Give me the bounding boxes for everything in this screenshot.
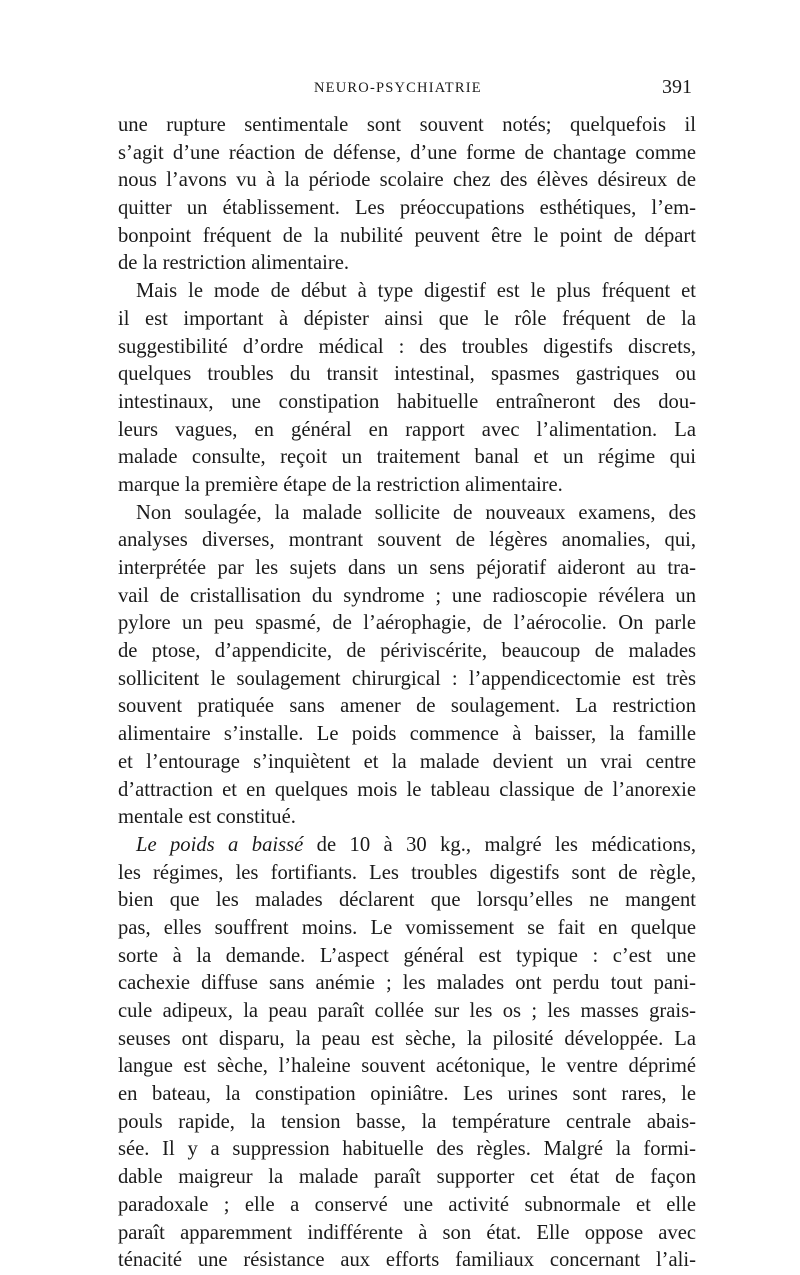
text-line: pouls rapide, la tension basse, la température centrale abais- (118, 1110, 696, 1133)
text-line: pas, elles souffrent moins. Le vomissement se fait en quelque (118, 916, 696, 939)
text-line: paradoxale ; elle a conservé une activité subnormale et elle (118, 1193, 696, 1216)
text-line: cachexie diffuse sans anémie ; les malades ont perdu tout pani- (118, 972, 696, 995)
text-line: quelques troubles du transit intestinal, spasmes gastriques ou (118, 363, 696, 386)
text-line: s’agit d’une réaction de défense, d’une forme de chantage comme (118, 141, 696, 164)
italic-lead: Le poids a baissé (136, 833, 304, 856)
text-line: il est important à dépister ainsi que le rôle fréquent de la (118, 307, 696, 330)
text-line: Mais le mode de début à type digestif est le plus fréquent et (136, 280, 696, 303)
text-line: vail de cristallisation du syndrome ; une radioscopie révélera un (118, 584, 696, 607)
text-line: et l’entourage s’inquiètent et la malade devient un vrai centre (118, 750, 696, 773)
text-line: alimentaire s’installe. Le poids commence à baisser, la famille (118, 723, 696, 746)
paragraph (118, 278, 696, 500)
text-line: malade consulte, reçoit un traitement banal et un régime qui (118, 446, 696, 469)
text-line (118, 832, 696, 860)
page-number: 391 (662, 76, 692, 98)
text-line: langue est sèche, l’haleine souvent acétonique, le ventre déprimé (118, 1055, 696, 1078)
text-line: seuses ont disparu, la peau est sèche, la pilosité développée. La (118, 1027, 696, 1050)
text-line: analyses diverses, montrant souvent de légères anomalies, qui, (118, 529, 696, 552)
text-line: dable maigreur la malade paraît supporter cet état de façon (118, 1166, 696, 1189)
text-line: bien que les malades déclarent que lorsqu’elles ne mangent (118, 889, 696, 912)
text-line: Non soulagée, la malade sollicite de nouveaux examens, des (136, 501, 696, 524)
text-line: leurs vagues, en général en rapport avec l’alimentation. La (118, 418, 696, 441)
running-head (118, 74, 696, 104)
text-line: sée. Il y a suppression habituelle des règles. Malgré la formi- (118, 1138, 696, 1161)
text-line: marque la première étape de la restriction alimentaire. (118, 473, 563, 496)
text-line: en bateau, la constipation opiniâtre. Les urines sont rares, le (118, 1083, 696, 1106)
line-rest: de 10 à 30 kg., malgré les médications, (303, 833, 696, 856)
text-line: les régimes, les fortifiants. Les troubles digestifs sont de règle, (118, 861, 696, 884)
paragraph (118, 112, 696, 278)
book-page (118, 74, 696, 1275)
paragraph (118, 500, 696, 832)
text-line: cule adipeux, la peau paraît collée sur les os ; les masses grais- (118, 1000, 696, 1022)
text-line: une rupture sentimentale sont souvent notés; quelquefois il (118, 114, 696, 136)
text-line: nous l’avons vu à la période scolaire chez des élèves désireux de (118, 169, 696, 192)
text-line: intestinaux, une constipation habituelle entraîneront des dou- (118, 390, 696, 413)
text-line: sorte à la demande. L’aspect général est typique : c’est une (118, 944, 696, 967)
text-line: de la restriction alimentaire. (118, 252, 350, 275)
paragraph (118, 832, 696, 1275)
text-line: ténacité une résistance aux efforts familiaux concernant l’ali- (118, 1249, 696, 1272)
text-line: paraît apparemment indifférente à son état. Elle oppose avec (118, 1221, 696, 1244)
body-text (118, 112, 696, 1275)
running-title: NEURO-PSYCHIATRIE (314, 80, 482, 96)
text-line: sollicitent le soulagement chirurgical : l’appendicectomie est très (118, 667, 696, 690)
text-line: de ptose, d’appendicite, de périviscérite, beaucoup de malades (118, 640, 696, 663)
text-line: pylore un peu spasmé, de l’aérophagie, de l’aérocolie. On parle (118, 612, 696, 635)
text-line: bonpoint fréquent de la nubilité peuvent être le point de départ (118, 224, 696, 247)
text-line: souvent pratiquée sans amener de soulagement. La restriction (118, 695, 696, 718)
text-line: interprétée par les sujets dans un sens péjoratif aideront au tra- (118, 557, 696, 579)
text-line: suggestibilité d’ordre médical : des troubles digestifs discrets, (118, 335, 696, 358)
text-line: quitter un établissement. Les préoccupations esthétiques, l’em- (118, 197, 696, 220)
text-line: mentale est constitué. (118, 806, 296, 829)
text-line: d’attraction et en quelques mois le tableau classique de l’anorexie (118, 778, 696, 801)
